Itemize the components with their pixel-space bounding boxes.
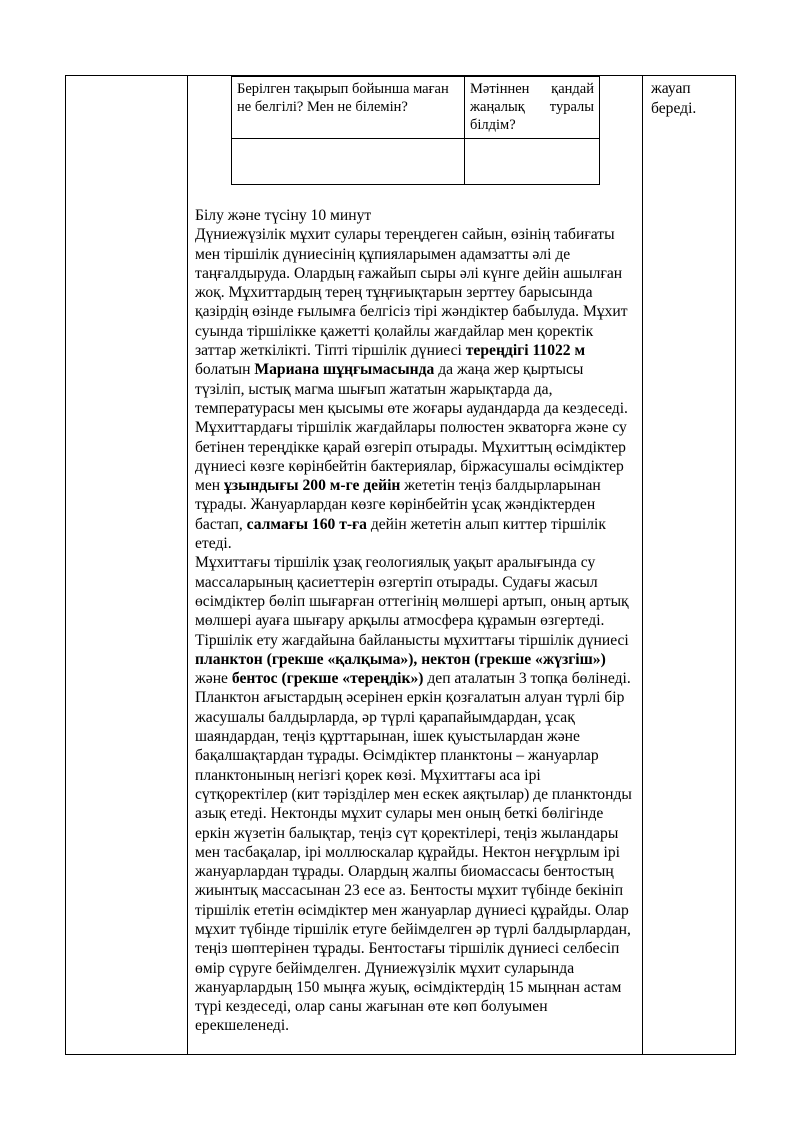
main-content <box>195 206 635 1036</box>
paragraph-2: Мұхиттағы тіршілік ұзақ геологиялық уақыт аралығында су массаларының қасиеттерін өзгертіп отырады. Судағы жасыл өсімдіктер бөліп шығарған оттегінің мөлшері артып, оның артық мөлшері ауаға шығару арқылы атмосфера құрамын өзгертеді. Тіршілік ету жағдайына байланысты мұхиттағы тіршілік дүниесі планктон (грекше «қалқыма»), нектон (грекше «жүзгіш») және бентос (грекше «тереңдік») деп аталатын 3 топқа бөлінеді. <box>195 554 631 688</box>
right-column-text: жауап береді. <box>651 80 697 117</box>
know-learn-table <box>231 76 600 185</box>
paragraph-3: Планктон ағыстардың әсерінен еркін қозғалатын алуан түрлі бір жасушалы балдырларда, әр түрлі қарапайымдардан, ұсақ шаяндардан, теңіз құрттарынан, ішек қуыстылардан және бақалшақтардан тұрады. Өсімдіктер планктоны – жануарлар планктонының негізгі қорек көзі. Мұхиттағы аса ірі сүтқоректілер (кит тәрізділер мен ескек аяқтылар) де планктонды азық етеді. Нектонды мұхит сулары мен оның беткі бөлігінде еркін жүзетін балықтар, теңіз сүт қоректілері, теңіз жыландары мен тасбақалар, ірі моллюскалар құрайды. Нектон неғұрлым ірі жануарлардан тұрады. Олардың жалпы биомассасы бентостың жиынтық массасынан 23 есе аз. Бентосты мұхит түбінде бекініп тіршілік ететін өсімдіктер мен жануарлар дүниесі құрайды. Олар мұхит түбінде тіршілік етуге бейімделген әр түрлі балдырлардан, теңіз шөптерінен тұрады. Бентостағы тіршілік дүниесі селбесіп өмір сүруге бейімделген. Дүниежүзілік мұхит суларында жануарлардың 150 мыңға жуық, өсімдіктердің 15 мыңнан астам түрі кездеседі, олар саны жағынан өте көп болуымен ерекшеленеді. <box>195 689 632 1035</box>
table-cell-learned-empty[interactable] <box>465 139 600 185</box>
section-title: Білу және түсіну 10 минут <box>195 207 372 224</box>
column-divider-1 <box>187 75 188 1055</box>
table-header-learned: Мәтіннен қандай жаңалық туралы білдім? <box>465 77 600 139</box>
paragraph-1: Дүниежүзілік мұхит сулары тереңдеген сайын, өзінің табиғаты мен тіршілік дүниесінің құпияларымен адамзатты әлі де таңғалдыруда. Олардың ғажайып сыры әлі күнге дейін ашылған жоқ. Мұхиттардың терең тұңғиықтарын зерттеу барысында қазірдің өзінде ғылымға белгісіз тірі жәндіктер бабылуда. Мұхит суында тіршілікке қажетті қолайлы жағдайлар мен қоректік заттар жеткілікті. Тіпті тіршілік дүниесі тереңдігі 11022 м болатын Мариана шұңғымасында да жаңа жер қыртысы түзіліп, ыстық магма шығып жататын жарықтарда да, температурасы мен қысымы өте жоғары аудандарда да кездеседі. Мұхиттардағы тіршілік жағдайлары полюстен экваторға және су бетінен тереңдікке қарай өзгеріп отырады. Мұхиттың өсімдіктер дүниесі көзге көрінбейтін бактериялар, біржасушалы өсімдіктер мен ұзындығы 200 м-ге дейін жететін теңіз балдырларынан тұрады. Жануарлардан көзге көрінбейтін ұсақ жәндіктерден бастап, салмағы 160 т-ға дейін жететін алып киттер тіршілік етеді. <box>195 226 628 553</box>
column-divider-2 <box>642 75 643 1055</box>
table-cell-known-empty[interactable] <box>232 139 465 185</box>
table-header-known: Берілген тақырып бойынша маған не белгілі? Мен не білемін? <box>232 77 465 139</box>
